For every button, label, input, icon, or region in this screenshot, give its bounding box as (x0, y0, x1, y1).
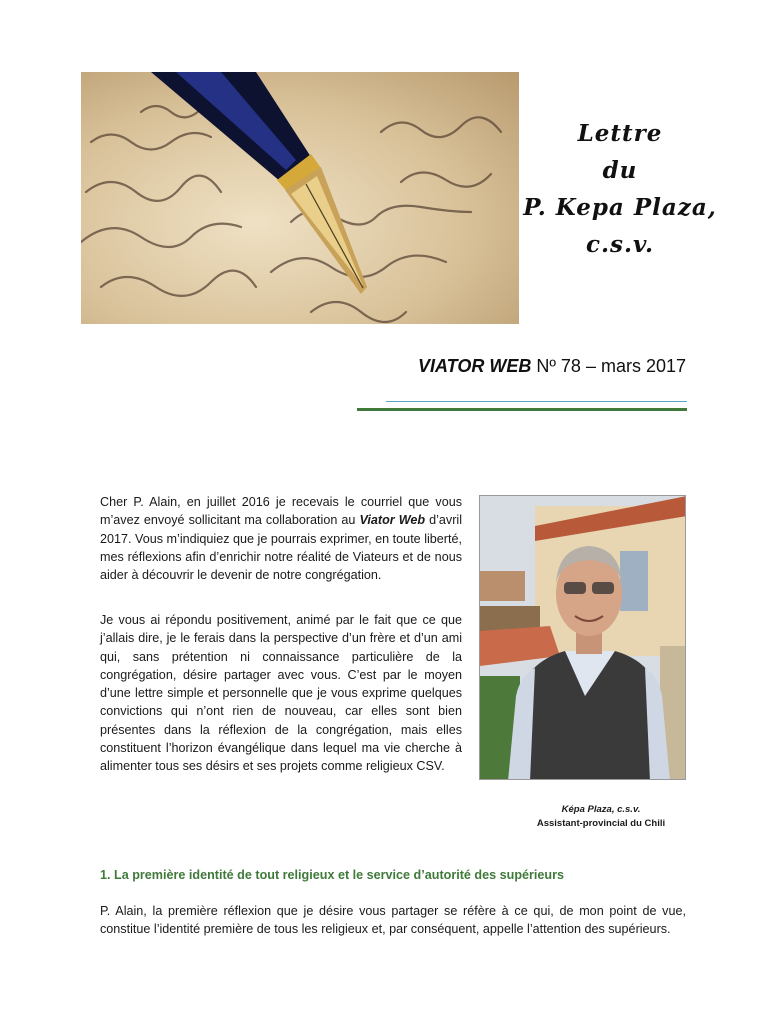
issue-brand: VIATOR WEB (418, 356, 532, 376)
title-line-3: P. Kepa Plaza, (523, 194, 717, 221)
fountain-pen-icon (81, 72, 519, 324)
issue-number-date: Nº 78 – mars 2017 (531, 356, 686, 376)
title-line-4: c.s.v. (585, 231, 655, 258)
title-line-2: du (602, 157, 638, 184)
hero-image-pen-letter (81, 72, 519, 324)
divider-blue (386, 401, 687, 402)
letter-paragraph-1 (100, 493, 462, 584)
caption-name: Képa Plaza, c.s.v. (561, 804, 641, 815)
portrait-photo (479, 495, 686, 780)
title-line-1: Lettre (577, 120, 663, 147)
issue-line (418, 356, 686, 377)
letter-title (520, 115, 720, 263)
caption-role: Assistant-provincial du Chili (536, 818, 666, 829)
section-paragraph: P. Alain, la première réflexion que je désire vous partager se réfère à ce qui, de mon point de vue, constitue l’identité première de tous les religieux et, par conséquent, appelle l’attention des supérieurs. (100, 904, 686, 937)
section-heading: 1. La première identité de tout religieux et le service d’autorité des supérieurs (100, 868, 565, 882)
divider-green (357, 408, 687, 411)
person-photo-icon (480, 496, 686, 780)
p1-text-b: d’avril 2017. Vous m’indiquiez que je pourrais exprimer, en toute liberté, mes réflexions afin d’enrichir notre réalité de Viateurs et de nous aider à découvrir le devenir de notre congrégation. (100, 513, 462, 583)
p1-text-a: Cher P. Alain, en juillet 2016 je recevais le courriel que vous m’avez envoyé sollicitant ma collaboration au (100, 495, 462, 528)
photo-caption (479, 803, 723, 831)
letter-paragraph-2: Je vous ai répondu positivement, animé par le fait que ce que j’allais dire, je le ferais dans la perspective d’un frère et d’un ami qui, sans prétention ni connaissance particulière de la congrégation, désire partager avec vous. C’est par le moyen d’une lettre simple et personnelle que je vous exprime quelques convictions qui n’ont rien de nouveau, car elles sont bien présentes dans la réflexion de la congrégation, mais elles constituent l’horizon évangélique dans lequel ma vie cherche à alimenter tous ses désirs et ses projets comme religieux CSV. (100, 613, 462, 774)
p1-emphasis: Viator Web (359, 513, 426, 528)
